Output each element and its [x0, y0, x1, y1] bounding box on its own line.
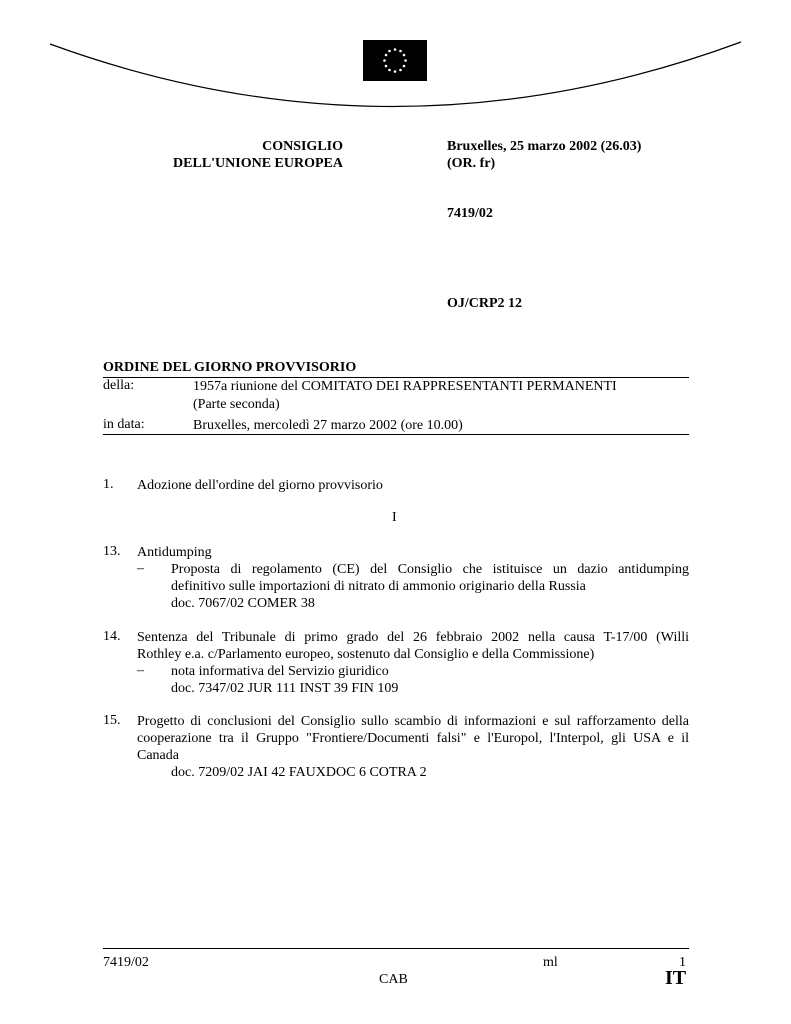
- item-14-line-1: Sentenza del Tribunale di primo grado del 26 febbraio 2002 nella causa T-17/00 (Willi: [137, 630, 689, 645]
- item-15-text: [137, 713, 689, 764]
- footer-initials: ml: [543, 955, 558, 970]
- item-14-dash: –: [137, 663, 144, 678]
- in-data-label: in data:: [103, 417, 145, 432]
- council-name: [130, 138, 343, 172]
- agenda-title: ORDINE DEL GIORNO PROVVISORIO: [103, 360, 689, 378]
- item-13-doc-reference: doc. 7067/02 COMER 38: [171, 596, 315, 611]
- item-13-proposal: [171, 561, 689, 612]
- footer-doc-number: 7419/02: [103, 955, 149, 970]
- document-date: Bruxelles, 25 marzo 2002 (26.03): [447, 139, 642, 154]
- council-line-1: CONSIGLIO: [262, 139, 343, 154]
- item-14-doc-reference: doc. 7347/02 JUR 111 INST 39 FIN 109: [171, 681, 399, 696]
- meeting-line-1: 1957a riunione del COMITATO DEI RAPPRESENTANTI PERMANENTI: [193, 379, 617, 394]
- item-15-line-2: cooperazione tra il Gruppo "Frontiere/Documenti falsi" e l'Europol, l'Interpol, gli USA e il: [137, 731, 689, 746]
- item-13-proposal-line-1: Proposta di regolamento (CE) del Consiglio che istituisce un dazio antidumping: [171, 562, 689, 577]
- item-13-title: Antidumping: [137, 545, 212, 560]
- item-15-line-1: Progetto di conclusioni del Consiglio sullo scambio di informazioni e sul rafforzamento della: [137, 714, 689, 729]
- council-line-2: DELL'UNIONE EUROPEA: [173, 156, 343, 171]
- section-heading: I: [392, 510, 397, 525]
- agenda-divider: [103, 434, 689, 435]
- item-13-number: 13.: [103, 544, 121, 559]
- item-14-text: [137, 629, 689, 663]
- original-language: (OR. fr): [447, 156, 496, 171]
- meeting-date: Bruxelles, mercoledì 27 marzo 2002 (ore 10.00): [193, 418, 463, 433]
- item-15-line-3: Canada: [137, 748, 179, 763]
- document-reference: OJ/CRP2 12: [447, 296, 523, 311]
- item-1-number: 1.: [103, 477, 114, 492]
- item-15-doc-reference: doc. 7209/02 JAI 42 FAUXDOC 6 COTRA 2: [171, 765, 427, 780]
- meeting-description: [193, 378, 689, 414]
- item-14-number: 14.: [103, 629, 121, 644]
- document-date-block: [447, 138, 641, 172]
- footer-unit: CAB: [379, 972, 408, 987]
- star-circle-icon: [363, 40, 427, 81]
- footer-language-code: IT: [665, 967, 687, 989]
- della-label: della:: [103, 378, 135, 393]
- footer-divider: [103, 948, 689, 949]
- item-14-note-text: nota informativa del Servizio giuridico: [171, 664, 389, 679]
- item-14-line-2: Rothley e.a. c/Parlamento europeo, sostenuto dal Consiglio e della Commissione): [137, 647, 595, 662]
- footer-page-number: 1: [679, 955, 686, 970]
- document-number: 7419/02: [447, 206, 493, 221]
- item-15-number: 15.: [103, 713, 121, 728]
- item-13-dash: –: [137, 561, 144, 576]
- item-14-note: [171, 663, 689, 697]
- item-13-proposal-line-2: definitivo sulle importazioni di nitrato di ammonio originario della Russia: [171, 579, 586, 594]
- item-1-text: Adozione dell'ordine del giorno provvisorio: [137, 478, 383, 493]
- eu-flag-logo: [363, 40, 427, 81]
- meeting-line-2: (Parte seconda): [193, 397, 280, 412]
